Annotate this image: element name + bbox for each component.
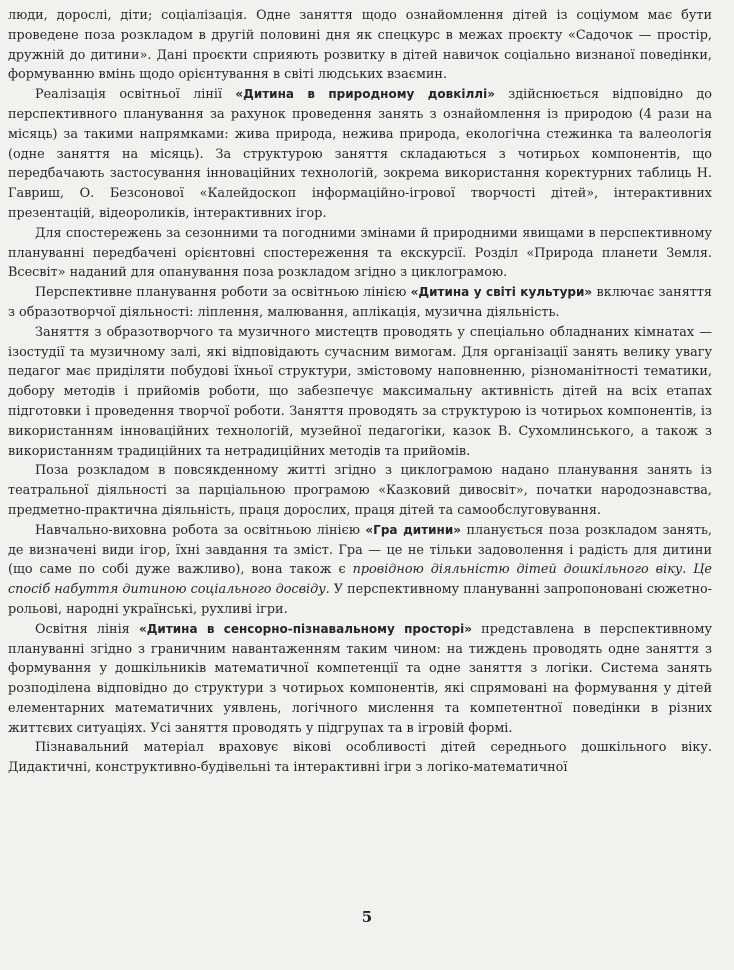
paragraph-2: Реалізація освітньої лінії «Дитина в природному довкіллі» здійснюється відповідно до перспективного планування за рахунок проведення занять з ознайомлення із природою (4 рази на місяць) за такими напрямками: жива природа, нежива природа, екологічна стежинка та валеологія (одне заняття на місяць). За структурою заняття складаються з чотирьох компонентів, що передбачають застосування інноваційних технологій, зокрема використання коректурних таблиць Н. Гавриш, О. Безсонової «Калейдоскоп інформаційно-ігрової творчості дітей», інтерактивних презентацій, відеороликів, інтерактивних ігор. xyxy=(8,87,712,221)
paragraph-6: Поза розкладом в повсякденному житті згідно з циклограмою надано планування занять із театральної діяльності за парціальною програмою «Казковий дивосвіт», початки народознавства, предметно-практична діяльність, праця дорослих, праця дітей та самообслуговування. xyxy=(8,463,712,518)
paragraph-3: Для спостережень за сезонними та погодними змінами й природними явищами в перспективному плануванні передбачені орієнтовні спостереження та екскурсії. Розділ «Природа планети Земля. Всесвіт» наданий для опанування поза розкладом згідно з циклограмою. xyxy=(8,225,712,281)
paragraph-8: Освітня лінія «Дитина в сенсорно-пізнавальному просторі» представлена в перспективному плануванні згідно з граничним навантаженням таким чином: на тиждень проводять одне заняття з формування у дошкільників математичної компетенції та одне заняття з логіки. Система занять розподілена відповідно до структури з чотирьох компонентів, які спрямовані на формування у дітей елементарних математичних уявлень, логічного мислення та компетентної поведінки в різних життєвих ситуаціях. Усі заняття проводять у підгрупах та в ігровій формі. xyxy=(8,621,712,736)
paragraph-7: Навчально-виховна робота за освітньою лінією «Гра дитини» планується поза розкладом занять, де визначені види ігор, їхні завдання та зміст. Гра — це не тільки задоволення і радість для дитини (що саме по собі дуже важливо), вона також є провідною діяльністю дітей дошкільного віку. Це спосіб набуття дитиною соціального досвіду. У перспективному плануванні запропоновані сюжетно-рольові, народні українські, рухливі ігри. xyxy=(8,522,713,617)
paragraph-1: люди, дорослі, діти; соціалізація. Одне заняття щодо ознайомлення дітей із соціумом має бути проведене поза розкладом в другій половині дня як спецкурс в межах проєкту «Садочок — простір, дружній до дитини». Дані проєкти сприяють розвитку в дітей навичок соціально визнаної поведінки, формуванню вмінь щодо орієнтування в світі людських взаємин. xyxy=(8,8,712,83)
paragraph-5: Заняття з образотворчого та музичного мистецтв проводять у спеціально обладнаних кімнатах — ізостудії та музичному залі, які відповідають сучасним вимогам. Для організації занять велику увагу педагог має приділяти побудові їхньої структури, змістовому наповненню, різноманітності тематики, добору методів і прийомів роботи, що забезпечує максимальну активність дітей на всіх етапах підготовки і проведення творчої роботи. Заняття проводять за структурою із чотирьох компонентів, із використанням інноваційних технологій, музейної педагогіки, казок В. Сухомлинського, а також з використанням традиційних та нетрадиційних методів та прийомів. xyxy=(8,324,712,459)
page-number: 5 xyxy=(361,908,373,926)
paragraph-9: Пізнавальний матеріал враховує вікові особливості дітей середнього дошкільного віку. Дидактичні, конструктивно-будівельні та інтерактивні ігри з логіко-математичної xyxy=(8,740,712,776)
emphasis-culture-line: «Дитина у світі культури» xyxy=(410,285,593,300)
paragraph-4: Перспективне планування роботи за освітньою лінією «Дитина у світі культури» включає заняття з образотворчої діяльності: ліплення, малювання, аплікація, музична діяльність. xyxy=(8,285,713,320)
emphasis-sensory-line: «Дитина в сенсорно-пізнавальному просторі» xyxy=(138,621,472,636)
body-text xyxy=(8,6,712,778)
emphasis-play-line: «Гра дитини» xyxy=(365,522,461,537)
italic-leading-activity: провідною діяльністю дітей дошкільного віку. Це спосіб набуття дитиною соціального досвіду. xyxy=(8,562,713,598)
emphasis-nature-line: «Дитина в природному довкіллі» xyxy=(235,87,495,102)
